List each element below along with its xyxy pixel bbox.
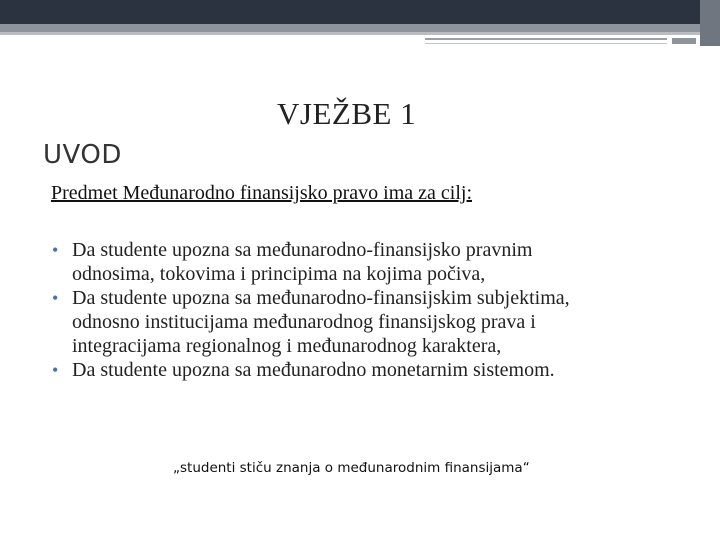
bullet-icon: • [52, 360, 59, 380]
quote-text: „studenti stiču znanja o međunarodnim finansijama“ [173, 460, 530, 476]
top-accent-line [425, 38, 667, 40]
bullet-item [52, 286, 712, 358]
top-bar-thin [0, 32, 720, 35]
top-bar-gray [0, 24, 720, 32]
top-accent-line-secondary [425, 43, 667, 44]
bullet-line: integracijama regionalnog i međunarodnog karaktera, [72, 335, 502, 357]
bullet-line: odnosima, tokovima i principima na kojima počiva, [72, 263, 486, 285]
slide-subtitle: UVOD [43, 140, 122, 170]
top-accent-block [672, 38, 696, 44]
bullet-line: odnosno institucijama međunarodnog finansijskog prava i [72, 311, 536, 333]
bullet-line: Da studente upozna sa međunarodno-finansijsko pravnim [72, 239, 533, 261]
bullet-icon: • [52, 288, 59, 308]
bullet-icon: • [52, 240, 59, 260]
bullet-line: Da studente upozna sa međunarodno-finansijskim subjektima, [72, 287, 570, 309]
bullet-item [52, 358, 712, 382]
bullet-item [52, 238, 712, 286]
bullet-line: Da studente upozna sa međunarodno monetarnim sistemom. [72, 359, 555, 381]
intro-text: Predmet Međunarodno finansijsko pravo ima za cilj: [51, 182, 473, 204]
top-bar-dark [0, 0, 720, 24]
top-bar-right-block [700, 0, 720, 46]
slide-title: VJEŽBE 1 [277, 96, 417, 131]
bullet-list [52, 238, 712, 382]
